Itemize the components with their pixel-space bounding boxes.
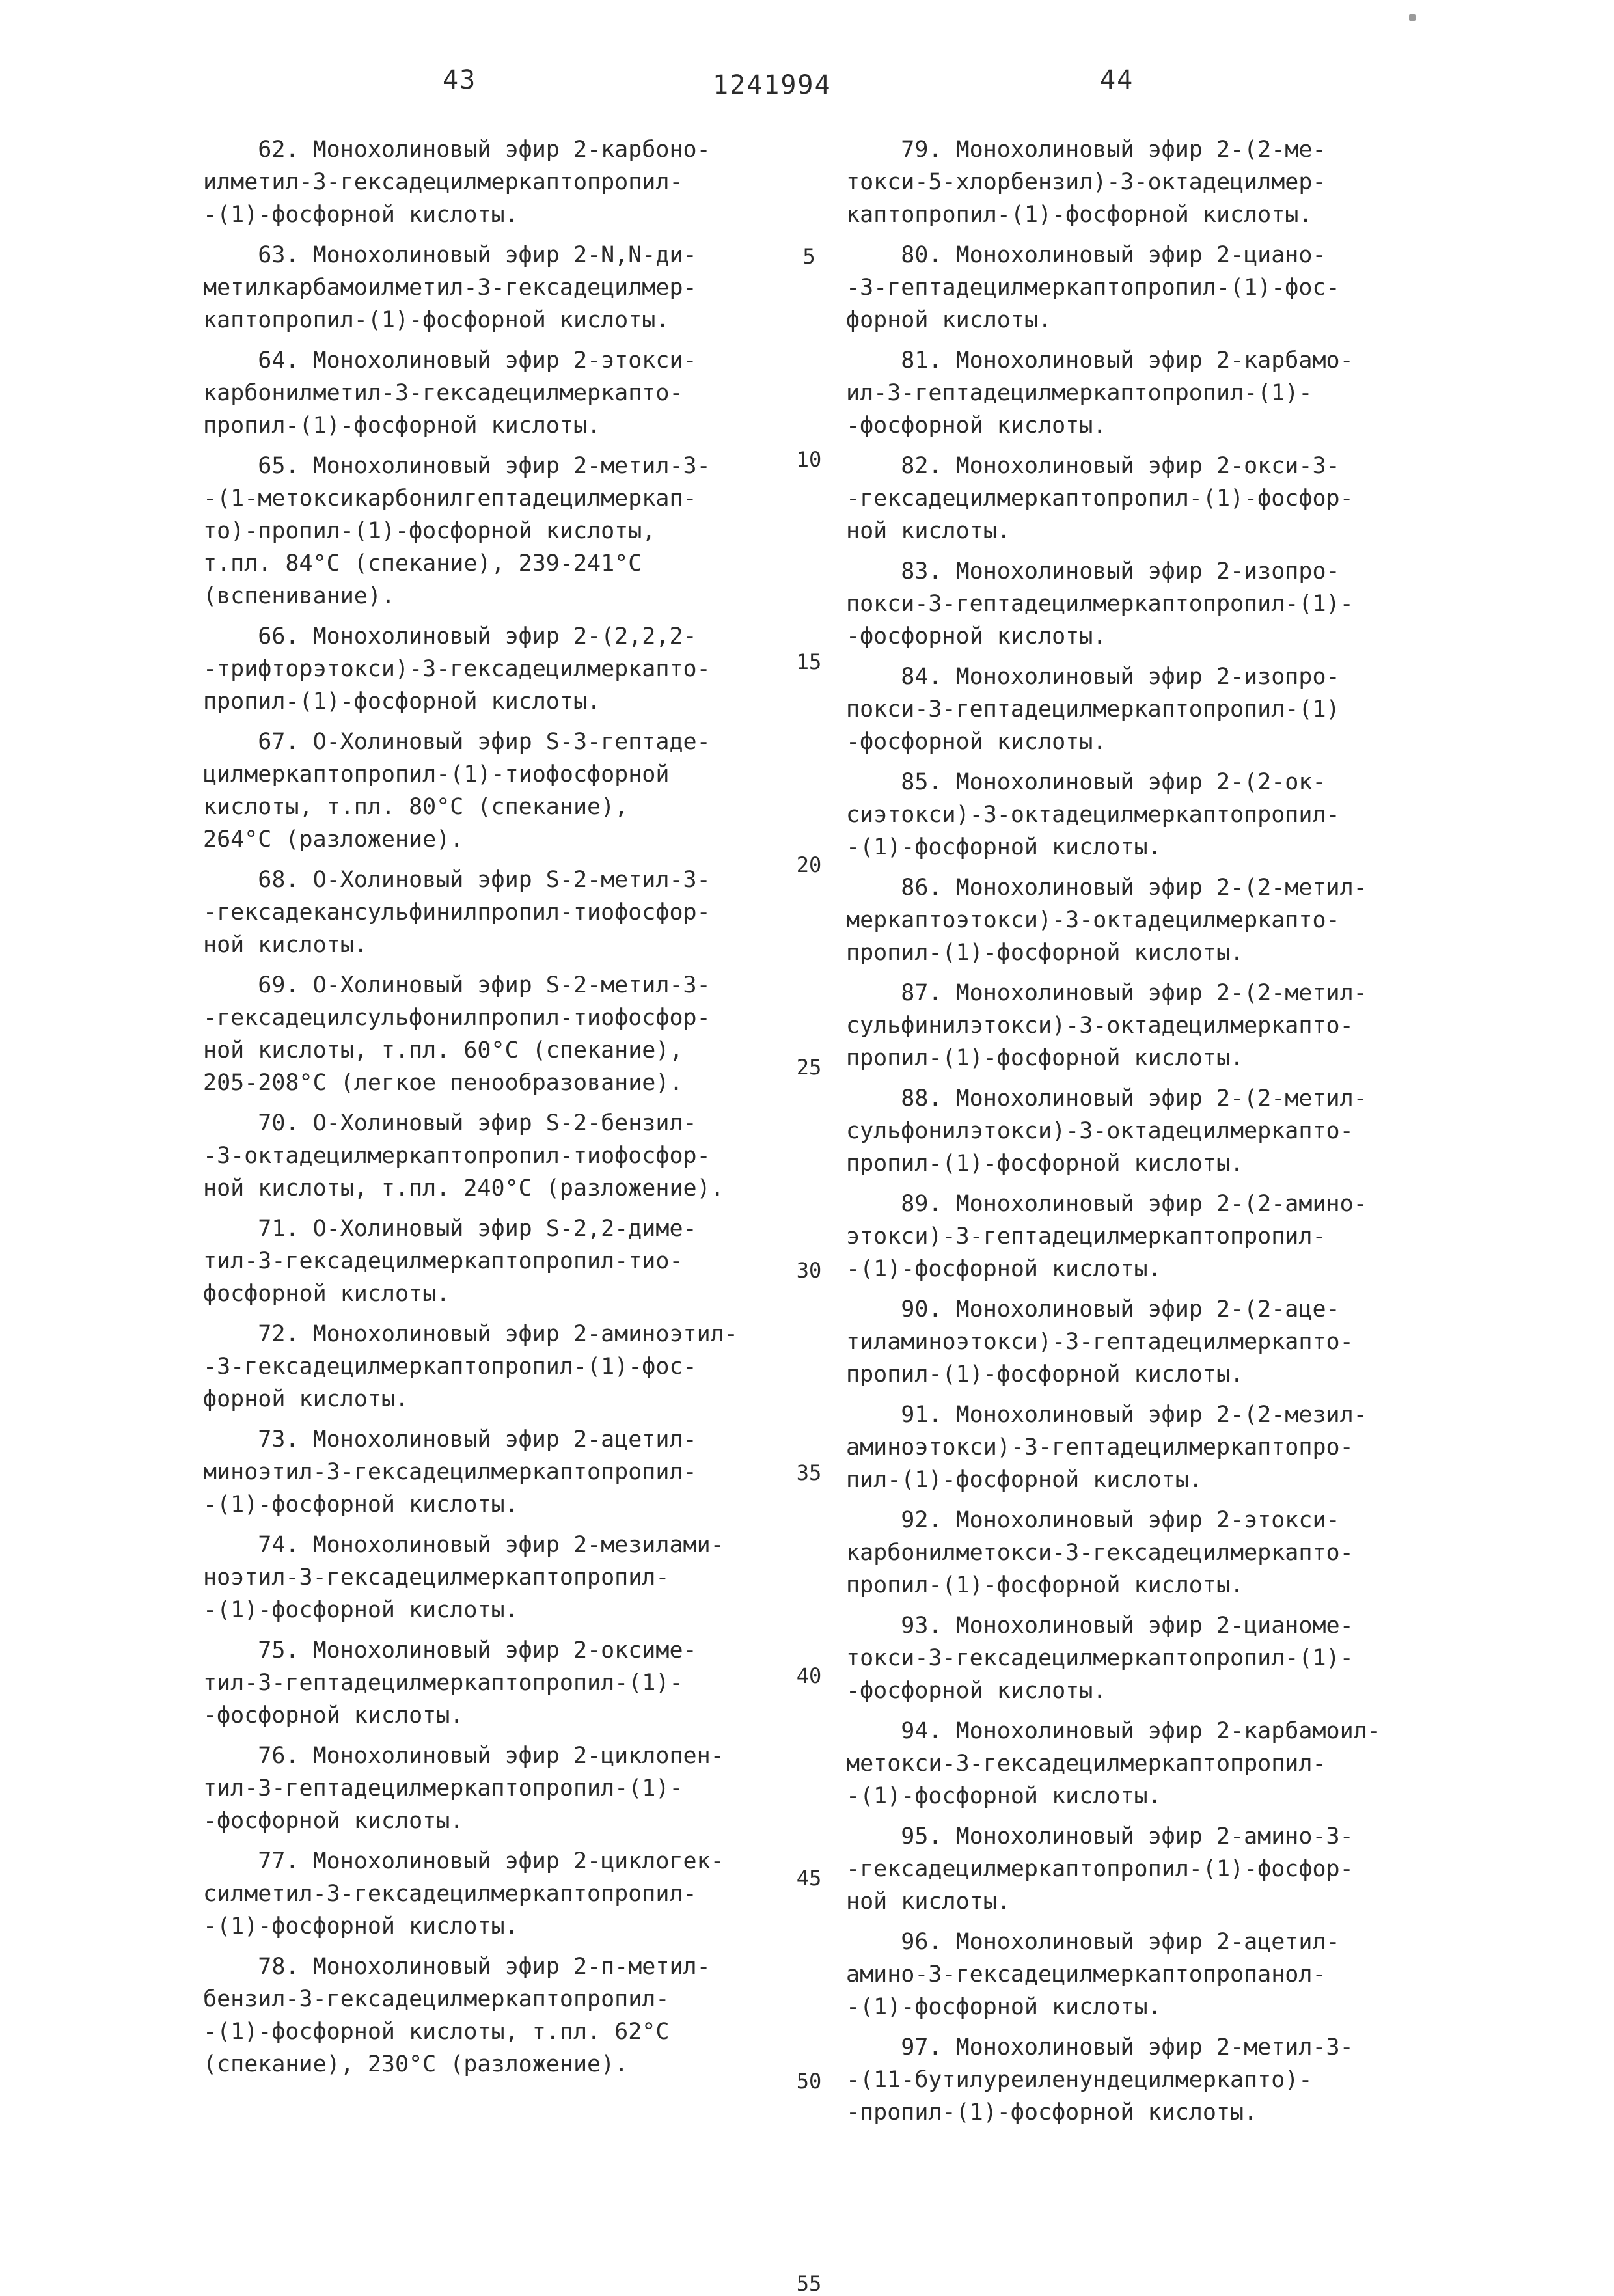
margin-line-number: 55 [796, 2271, 822, 2296]
compound-entry [846, 344, 1432, 442]
entry-line: покси-3-гептадецилмеркаптопропил-(1)- [846, 591, 1354, 617]
entry-line: ной кислоты. [846, 518, 1011, 544]
entry-line: (спекание), 230°С (разложение). [203, 2051, 629, 2077]
entry-line: пропил-(1)-фосфорной кислоты. [846, 1361, 1244, 1387]
entry-line: токси-3-гексадецилмеркаптопропил-(1)- [846, 1645, 1354, 1671]
compound-entry [846, 1504, 1432, 1602]
entry-line: пил-(1)-фосфорной кислоты. [846, 1467, 1203, 1493]
compound-entry [846, 450, 1432, 547]
entry-line: ил-3-гептадецилмеркаптопропил-(1)- [846, 380, 1313, 406]
entry-line: -пропил-(1)-фосфорной кислоты. [846, 2099, 1258, 2125]
entry-line: токси-5-хлорбензил)-3-октадецилмер- [846, 169, 1326, 195]
entry-line: -3-гексадецилмеркаптопропил-(1)-фос- [203, 1354, 697, 1380]
entry-line: 264°С (разложение). [203, 827, 464, 853]
entry-first-line: 82. Монохолиновый эфир 2-окси-3- [846, 453, 1340, 479]
entry-line: форной кислоты. [203, 1386, 409, 1412]
entry-first-line: 91. Монохолиновый эфир 2-(2-мезил- [846, 1402, 1367, 1428]
entry-line: ной кислоты, т.пл. 60°С (спекание), [203, 1037, 683, 1063]
entry-line: этокси)-3-гептадецилмеркаптопропил- [846, 1223, 1326, 1250]
compound-entry [846, 1820, 1432, 1918]
entry-line: пропил-(1)-фосфорной кислоты. [846, 1045, 1244, 1071]
entry-first-line: 72. Монохолиновый эфир 2-аминоэтил- [203, 1321, 738, 1347]
entry-first-line: 93. Монохолиновый эфир 2-цианоме- [846, 1613, 1354, 1639]
entry-first-line: 75. Монохолиновый эфир 2-оксиме- [203, 1637, 697, 1663]
compound-entry [846, 1082, 1432, 1180]
entry-line: пропил-(1)-фосфорной кислоты. [846, 1572, 1244, 1598]
entry-line: -фосфорной кислоты. [203, 1808, 464, 1834]
entry-first-line: 88. Монохолиновый эфир 2-(2-метил- [846, 1086, 1367, 1112]
entry-line: сульфонилэтокси)-3-октадецилмеркапто- [846, 1118, 1354, 1144]
entry-line: форной кислоты. [846, 307, 1052, 333]
entry-line: покси-3-гептадецилмеркаптопропил-(1) [846, 696, 1340, 722]
entry-first-line: 77. Монохолиновый эфир 2-циклогек- [203, 1848, 724, 1874]
entry-first-line: 69. О-Холиновый эфир S-2-метил-3- [203, 972, 711, 998]
page-number-left: 43 [443, 65, 477, 95]
entry-first-line: 70. О-Холиновый эфир S-2-бензил- [203, 1110, 697, 1136]
margin-line-number: 35 [796, 1460, 822, 1485]
entry-line: тиламиноэтокси)-3-гептадецилмеркапто- [846, 1329, 1354, 1355]
entry-line: тил-3-гептадецилмеркаптопропил-(1)- [203, 1775, 683, 1801]
entry-line: -фосфорной кислоты. [846, 1678, 1107, 1704]
entry-first-line: 65. Монохолиновый эфир 2-метил-3- [203, 453, 711, 479]
entry-line: бензил-3-гексадецилмеркаптопропил- [203, 1986, 670, 2012]
margin-line-number: 45 [796, 1866, 822, 1891]
compound-entry [846, 2031, 1432, 2129]
entry-first-line: 83. Монохолиновый эфир 2-изопро- [846, 558, 1340, 584]
entry-first-line: 95. Монохолиновый эфир 2-амино-3- [846, 1824, 1354, 1850]
entry-line: карбонилметил-3-гексадецилмеркапто- [203, 380, 683, 406]
entry-line: -(1)-фосфорной кислоты. [846, 1783, 1162, 1809]
entry-line: -гексадецилсульфонилпропил-тиофосфор- [203, 1005, 711, 1031]
entry-line: -(1)-фосфорной кислоты. [203, 1913, 519, 1939]
entry-first-line: 86. Монохолиновый эфир 2-(2-метил- [846, 875, 1367, 901]
entry-line: сиэтокси)-3-октадецилмеркаптопропил- [846, 802, 1340, 828]
entry-line: каптопропил-(1)-фосфорной кислоты. [203, 307, 670, 333]
entry-line: -фосфорной кислоты. [846, 623, 1107, 649]
margin-line-number: 5 [802, 244, 815, 269]
entry-first-line: 97. Монохолиновый эфир 2-метил-3- [846, 2034, 1354, 2060]
entry-line: аминоэтокси)-3-гептадецилмеркаптопро- [846, 1434, 1354, 1460]
entry-first-line: 73. Монохолиновый эфир 2-ацетил- [203, 1427, 697, 1453]
entry-first-line: 62. Монохолиновый эфир 2-карбоно- [203, 137, 711, 163]
entry-line: карбонилметокси-3-гексадецилмеркапто- [846, 1540, 1354, 1566]
entry-line: миноэтил-3-гексадецилмеркаптопропил- [203, 1459, 697, 1485]
compound-entry [203, 969, 795, 1099]
entry-line: амино-3-гексадецилмеркаптопропанол- [846, 1961, 1326, 1988]
compound-entry [846, 1293, 1432, 1391]
entry-first-line: 87. Монохолиновый эфир 2-(2-метил- [846, 980, 1367, 1006]
compound-entry [846, 1715, 1432, 1812]
entry-first-line: 85. Монохолиновый эфир 2-(2-ок- [846, 769, 1326, 795]
compound-entry [846, 1399, 1432, 1496]
entry-first-line: 71. О-Холиновый эфир S-2,2-диме- [203, 1216, 697, 1242]
entry-first-line: 76. Монохолиновый эфир 2-циклопен- [203, 1743, 724, 1769]
entry-line: метокси-3-гексадецилмеркаптопропил- [846, 1751, 1326, 1777]
entry-first-line: 78. Монохолиновый эфир 2-п-метил- [203, 1954, 711, 1980]
entry-first-line: 84. Монохолиновый эфир 2-изопро- [846, 664, 1340, 690]
entry-line: -(11-бутилуреиленундецилмеркапто)- [846, 2067, 1313, 2093]
entry-line: тил-3-гексадецилмеркаптопропил-тио- [203, 1248, 683, 1274]
compound-entry [203, 1845, 795, 1943]
compound-entry [846, 766, 1432, 864]
compound-entry [203, 1423, 795, 1521]
compound-entry [203, 1107, 795, 1205]
compound-entry [203, 344, 795, 442]
entry-line: силметил-3-гексадецилмеркаптопропил- [203, 1881, 697, 1907]
entry-line: ной кислоты. [203, 932, 368, 958]
entry-first-line: 74. Монохолиновый эфир 2-мезилами- [203, 1532, 724, 1558]
entry-line: -3-гептадецилмеркаптопропил-(1)-фос- [846, 275, 1340, 301]
entry-line: ной кислоты, т.пл. 240°С (разложение). [203, 1175, 724, 1201]
entry-first-line: 96. Монохолиновый эфир 2-ацетил- [846, 1929, 1340, 1955]
compound-entry [203, 1634, 795, 1732]
compound-entry [846, 555, 1432, 653]
entry-line: -гексадецилмеркаптопропил-(1)-фосфор- [846, 1856, 1354, 1882]
entry-first-line: 92. Монохолиновый эфир 2-этокси- [846, 1507, 1340, 1533]
entry-line: 205-208°С (легкое пенообразование). [203, 1070, 683, 1096]
left-column [203, 133, 795, 2088]
margin-line-number: 40 [796, 1663, 822, 1688]
margin-line-number: 50 [796, 2069, 822, 2094]
entry-first-line: 66. Монохолиновый эфир 2-(2,2,2- [203, 623, 697, 649]
entry-first-line: 63. Монохолиновый эфир 2-N,N-ди- [203, 242, 697, 268]
compound-entry [846, 1188, 1432, 1285]
entry-line: -трифторэтокси)-3-гексадецилмеркапто- [203, 656, 711, 682]
entry-line: то)-пропил-(1)-фосфорной кислоты, [203, 518, 656, 544]
compound-entry [203, 1529, 795, 1626]
entry-line: -фосфорной кислоты. [203, 1702, 464, 1729]
entry-first-line: 90. Монохолиновый эфир 2-(2-аце- [846, 1296, 1340, 1322]
entry-line: илметил-3-гексадецилмеркаптопропил- [203, 169, 683, 195]
compound-entry [203, 450, 795, 612]
margin-line-number: 30 [796, 1258, 822, 1283]
entry-line: -(1)-фосфорной кислоты. [846, 834, 1162, 860]
compound-entry [846, 1926, 1432, 2023]
entry-line: -(1)-фосфорной кислоты. [203, 1492, 519, 1518]
compound-entry [846, 661, 1432, 758]
compound-entry [203, 239, 795, 336]
compound-entry [203, 1318, 795, 1415]
entry-line: пропил-(1)-фосфорной кислоты. [203, 689, 601, 715]
entry-line: тил-3-гептадецилмеркаптопропил-(1)- [203, 1670, 683, 1696]
entry-line: фосфорной кислоты. [203, 1281, 450, 1307]
entry-first-line: 81. Монохолиновый эфир 2-карбамо- [846, 348, 1354, 374]
margin-line-number: 25 [796, 1055, 822, 1080]
patent-number: 1241994 [713, 70, 832, 100]
compound-entry [203, 1212, 795, 1310]
page-number-right: 44 [1100, 65, 1134, 95]
compound-entry [846, 977, 1432, 1074]
entry-line: -фосфорной кислоты. [846, 729, 1107, 755]
compound-entry [846, 133, 1432, 231]
entry-line: -(1)-фосфорной кислоты. [203, 1597, 519, 1623]
entry-line: -гексадецилмеркаптопропил-(1)-фосфор- [846, 485, 1354, 512]
entry-line: -3-октадецилмеркаптопропил-тиофосфор- [203, 1143, 711, 1169]
compound-entry [203, 1740, 795, 1837]
compound-entry [846, 239, 1432, 336]
entry-first-line: 89. Монохолиновый эфир 2-(2-амино- [846, 1191, 1367, 1217]
compound-entry [203, 620, 795, 718]
entry-first-line: 94. Монохолиновый эфир 2-карбамоил- [846, 1718, 1381, 1744]
margin-line-number: 20 [796, 853, 822, 877]
entry-line: -(1)-фосфорной кислоты. [846, 1256, 1162, 1282]
entry-line: -(1)-фосфорной кислоты, т.пл. 62°С [203, 2019, 670, 2045]
entry-line: пропил-(1)-фосфорной кислоты. [203, 413, 601, 439]
compound-entry [203, 864, 795, 961]
entry-line: -(1)-фосфорной кислоты. [203, 202, 519, 228]
compound-entry [203, 1950, 795, 2081]
entry-line: т.пл. 84°С (спекание), 239-241°С [203, 551, 642, 577]
entry-line: ной кислоты. [846, 1889, 1011, 1915]
entry-line: цилмеркаптопропил-(1)-тиофосфорной [203, 761, 670, 787]
margin-line-number: 10 [796, 447, 822, 472]
right-column [846, 133, 1432, 2137]
entry-line: пропил-(1)-фосфорной кислоты. [846, 940, 1244, 966]
scan-speck [1409, 14, 1416, 21]
entry-line: -(1-метоксикарбонилгептадецилмеркап- [203, 485, 697, 512]
compound-entry [846, 1609, 1432, 1707]
entry-line: пропил-(1)-фосфорной кислоты. [846, 1151, 1244, 1177]
entry-first-line: 64. Монохолиновый эфир 2-этокси- [203, 348, 697, 374]
entry-line: -(1)-фосфорной кислоты. [846, 1994, 1162, 2020]
entry-line: каптопропил-(1)-фосфорной кислоты. [846, 202, 1313, 228]
entry-line: сульфинилэтокси)-3-октадецилмеркапто- [846, 1013, 1354, 1039]
entry-line: кислоты, т.пл. 80°С (спекание), [203, 794, 629, 820]
margin-line-number: 15 [796, 649, 822, 674]
entry-line: метилкарбамоилметил-3-гексадецилмер- [203, 275, 697, 301]
entry-first-line: 80. Монохолиновый эфир 2-циано- [846, 242, 1326, 268]
entry-line: -гексадекансульфинилпропил-тиофосфор- [203, 899, 711, 925]
compound-entry [203, 133, 795, 231]
entry-line: меркаптоэтокси)-3-октадецилмеркапто- [846, 907, 1340, 933]
entry-first-line: 79. Монохолиновый эфир 2-(2-ме- [846, 137, 1326, 163]
compound-entry [846, 871, 1432, 969]
entry-line: (вспенивание). [203, 583, 396, 609]
entry-line: ноэтил-3-гексадецилмеркаптопропил- [203, 1565, 670, 1591]
entry-line: -фосфорной кислоты. [846, 413, 1107, 439]
entry-first-line: 67. О-Холиновый эфир S-3-гептаде- [203, 729, 711, 755]
entry-first-line: 68. О-Холиновый эфир S-2-метил-3- [203, 867, 711, 893]
compound-entry [203, 726, 795, 856]
